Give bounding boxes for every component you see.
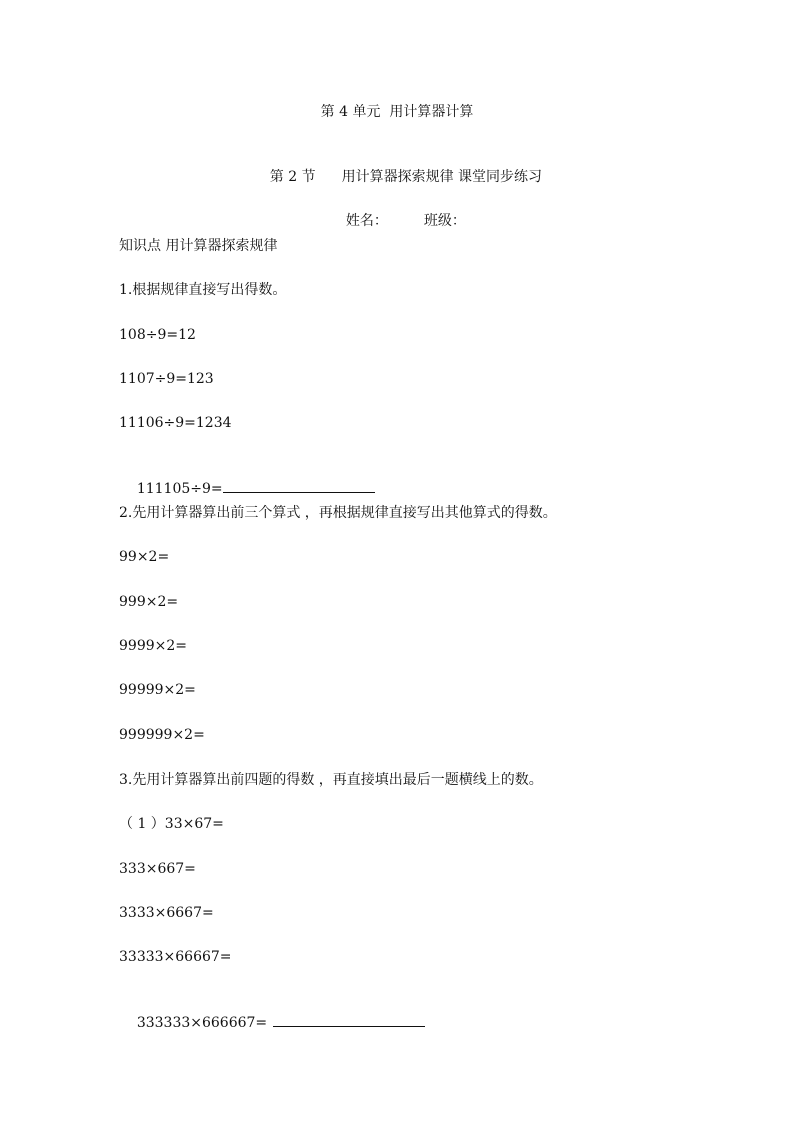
- section-title: [0, 147, 794, 185]
- knowledge-point: 知识点 用计算器探索规律: [119, 238, 278, 254]
- question-1-answer-line: [119, 458, 375, 497]
- question-2-line: 9999×2=: [119, 638, 187, 654]
- question-2-line: 99999×2=: [119, 682, 196, 698]
- question-3-last-expression: 333333×666667=: [136, 1015, 268, 1031]
- question-1-line: 108÷9=12: [119, 327, 196, 343]
- student-info-row: [0, 191, 794, 229]
- question-3-line: 333×667=: [119, 861, 196, 877]
- section-number: 第 2 节: [269, 169, 316, 185]
- question-3-line: 3333×6667=: [119, 905, 214, 921]
- question-2-prompt: 2.先用计算器算出前三个算式 ，再根据规律直接写出其他算式的得数。: [119, 505, 557, 521]
- question-3-first-line: （ 1 ）33×67=: [119, 816, 224, 832]
- unit-title: 第 4 单元 用计算器计算: [320, 104, 474, 120]
- question-1-prompt: 1.根据规律直接写出得数。: [119, 282, 287, 298]
- question-3-line: 33333×66667=: [119, 949, 232, 965]
- question-3-answer-line: [119, 992, 425, 1031]
- question-1-line: 1107÷9=123: [119, 371, 214, 387]
- answer-blank[interactable]: [223, 478, 375, 493]
- question-1-last-expression: 111105÷9=: [136, 481, 223, 497]
- question-2-line: 999×2=: [119, 594, 179, 610]
- question-3-prompt: 3.先用计算器算出前四题的得数 ，再直接填出最后一题横线上的数。: [119, 772, 543, 788]
- class-label: 班级：: [423, 213, 466, 229]
- question-1-line: 11106÷9=1234: [119, 415, 232, 431]
- name-label: 姓名：: [345, 213, 388, 229]
- section-name: 用计算器探索规律 课堂同步练习: [341, 169, 543, 185]
- question-2-line: 999999×2=: [119, 727, 205, 743]
- question-2-line: 99×2=: [119, 549, 170, 565]
- answer-blank[interactable]: [273, 1012, 425, 1027]
